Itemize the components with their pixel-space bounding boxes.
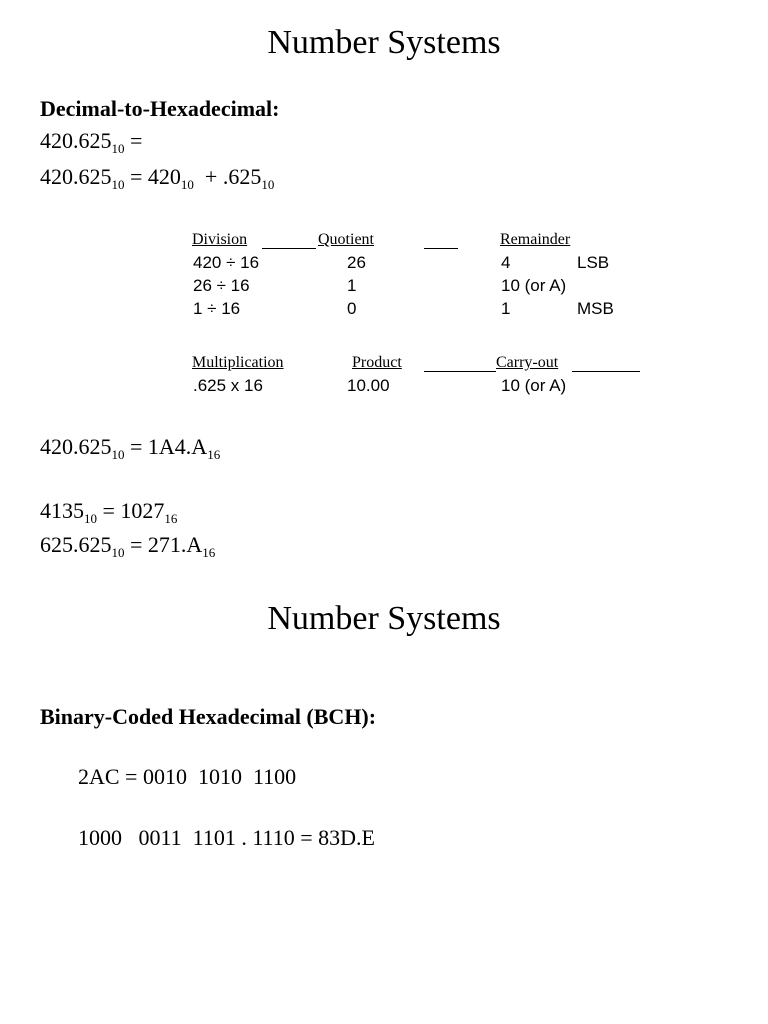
table-cell: 1 [501, 299, 511, 318]
ex1-mid-subscript: 16 [164, 511, 178, 526]
header-rule [424, 248, 458, 249]
slide2-heading: Binary-Coded Hexadecimal (BCH): [40, 704, 377, 729]
result-mid: = 1A4.A [124, 434, 208, 459]
ex2-subscript: 10 [111, 545, 125, 560]
product-header: Product [352, 354, 402, 371]
eq2-value: 420.625 [40, 164, 112, 189]
table-cell: 10 (or A) [501, 376, 567, 395]
table-cell: 1 ÷ 16 [193, 299, 241, 318]
eq1-subscript: 10 [111, 141, 125, 156]
equation-line-1 [40, 128, 142, 154]
slide2-title: Number Systems [267, 600, 501, 637]
ex2-mid: = 271.A [124, 532, 203, 557]
table-cell: 1 [347, 276, 357, 295]
header-rule [262, 248, 316, 249]
eq1-value: 420.625 [40, 128, 112, 153]
eq2-subscript: 10 [111, 177, 125, 192]
table-cell: LSB [577, 253, 610, 272]
table-cell: MSB [577, 299, 614, 318]
table-cell: 26 [347, 253, 366, 272]
eq2-plus: + .625 [193, 164, 262, 189]
table-cell: 10.00 [347, 376, 390, 395]
eq2-mid: = 420 [124, 164, 181, 189]
table-cell: 4 [501, 253, 511, 272]
remainder-header: Remainder [500, 231, 571, 248]
eq2-plus-subscript: 10 [261, 177, 275, 192]
result-mid-subscript: 16 [207, 447, 221, 462]
bch-line-2: 1000 0011 1101 . 1110 = 83D.E [78, 825, 375, 850]
example-equation-1 [40, 498, 177, 524]
header-rule [572, 371, 640, 372]
quotient-header: Quotient [318, 231, 374, 248]
ex1-subscript: 10 [84, 511, 97, 526]
header-rule [424, 371, 496, 372]
multiplication-header: Multiplication [192, 354, 284, 371]
carry-out-header: Carry-out [496, 354, 559, 371]
result-subscript: 10 [111, 447, 125, 462]
slide1-heading: Decimal-to-Hexadecimal: [40, 96, 280, 121]
ex2-mid-subscript: 16 [202, 545, 216, 560]
eq2-mid-subscript: 10 [180, 177, 194, 192]
table-cell: 0 [347, 299, 357, 318]
table-cell: 26 ÷ 16 [193, 276, 250, 295]
result-value: 420.625 [40, 434, 112, 459]
eq1-rest: = [124, 128, 143, 153]
division-header: Division [192, 231, 248, 248]
table-cell: 420 ÷ 16 [193, 253, 260, 272]
ex2-value: 625.625 [40, 532, 112, 557]
bch-line-1: 2AC = 0010 1010 1100 [78, 764, 297, 789]
ex1-value: 4135 [40, 498, 84, 523]
equation-line-2 [40, 164, 274, 190]
example-equation-2 [40, 532, 215, 558]
table-cell: .625 x 16 [193, 376, 263, 395]
result-equation [40, 434, 220, 460]
slide1-title: Number Systems [267, 24, 501, 61]
table-cell: 10 (or A) [501, 276, 567, 295]
ex1-mid: = 1027 [97, 498, 165, 523]
